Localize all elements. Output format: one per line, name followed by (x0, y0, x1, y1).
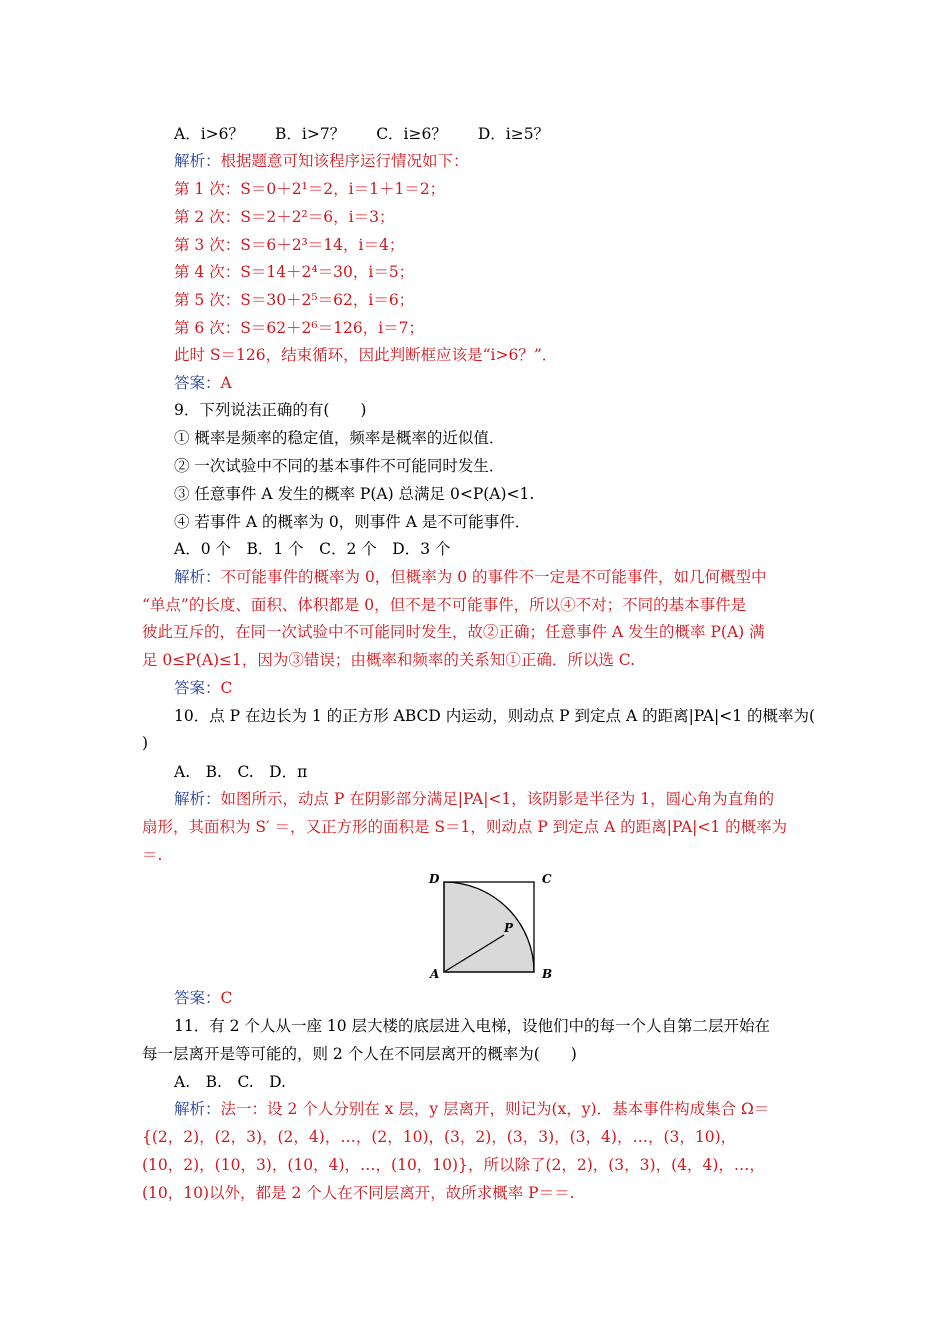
answer-label: 答案： (174, 374, 221, 392)
answer-label: 答案： (174, 989, 221, 1007)
label-D: D (429, 872, 440, 886)
q10-stem-line-2: ) (142, 734, 149, 752)
analysis-text: 如图所示，动点 P 在阴影部分满足|PA|<1，该阴影是半径为 1，圆心角为直角的 (220, 790, 775, 808)
q9-answer (174, 678, 232, 698)
q9-item-2: ② 一次试验中不同的基本事件不可能同时发生． (174, 457, 505, 475)
q9-analysis-line-1 (174, 567, 767, 587)
q11-stem-line-1: 11．有 2 个人从一座 10 层大楼的底层进入电梯，设他们中的每一个人自第二层开始在 (174, 1017, 771, 1035)
q9-analysis-line-2: “单点”的长度、面积、体积都是 0，但不是不可能事件，所以④不对；不同的基本事件是 (142, 596, 747, 614)
analysis-text: 法一：设 2 个人分别在 x 层，y 层离开，则记为(x，y)．基本事件构成集合 Ω＝ (220, 1100, 770, 1118)
label-C: C (542, 872, 552, 886)
q8-options: A．i>6？ B．i>7？ C．i≥6？ D．i≥5？ (174, 125, 550, 143)
q9-item-4: ④ 若事件 A 的概率为 0，则事件 A 是不可能事件． (174, 513, 531, 531)
q9-analysis-line-4: 足 0≤P(A)≤1，因为③错误；由概率和频率的关系知①正确．所以选 C. (142, 651, 636, 669)
analysis-intro: 根据题意可知该程序运行情况如下： (220, 152, 469, 170)
q11-analysis-line-3: (10，2)，(10，3)，(10，4)，…，(10，10)}，所以除了(2，2)，(3，3)，(4，4)，…， (142, 1156, 765, 1174)
q11-analysis-line-4: (10，10)以外，都是 2 个人在不同层离开，故所求概率 P＝＝. (142, 1184, 575, 1202)
q11-analysis-line-2: {(2，2)，(2，3)，(2，4)，…，(2，10)，(3，2)，(3，3)，(3，4)，…，(3，10)， (142, 1128, 737, 1146)
shaded-sector (444, 882, 534, 972)
q8-step-5: 第 5 次：S＝30＋2⁵＝62，i＝6； (174, 291, 415, 309)
q11-stem-line-2: 每一层离开是等可能的，则 2 个人在不同层离开的概率为( ) (142, 1045, 577, 1063)
q11-analysis-line-1 (174, 1099, 769, 1119)
q10-answer (174, 988, 232, 1008)
q10-analysis-line-1 (174, 789, 774, 809)
q8-analysis (174, 151, 469, 171)
analysis-label: 解析： (174, 568, 221, 586)
q10-options: A. B. C. D．π (174, 763, 308, 781)
q9-analysis-line-3: 彼此互斥的，在同一次试验中不可能同时发生，故②正确；任意事件 A 发生的概率 P(A) 满 (142, 623, 765, 641)
q8-step-6: 第 6 次：S＝62＋2⁶＝126，i＝7； (174, 319, 425, 337)
answer-value: A (220, 374, 232, 392)
label-A: A (430, 967, 440, 980)
q9-stem: 9．下列说法正确的有( ) (174, 401, 367, 419)
q8-conclusion: 此时 S＝126，结束循环，因此判断框应该是“i>6？”． (174, 346, 558, 364)
answer-value: C (220, 989, 233, 1007)
q8-answer (174, 373, 232, 393)
square-sector-figure (424, 870, 562, 980)
analysis-label: 解析： (174, 790, 221, 808)
answer-value: C (220, 679, 233, 697)
label-B: B (542, 967, 553, 980)
square-sector-diagram (424, 870, 562, 980)
q9-item-1: ① 概率是频率的稳定值，频率是概率的近似值． (174, 429, 505, 447)
analysis-label: 解析： (174, 152, 221, 170)
q10-stem-line-1: 10．点 P 在边长为 1 的正方形 ABCD 内运动，则动点 P 到定点 A 的距离|PA|<1 的概率为( (174, 707, 816, 725)
q8-step-3: 第 3 次：S＝6＋2³＝14，i＝4； (174, 236, 405, 254)
analysis-label: 解析： (174, 1100, 221, 1118)
q9-item-3: ③ 任意事件 A 发生的概率 P(A) 总满足 0<P(A)<1. (174, 485, 535, 503)
answer-label: 答案： (174, 679, 221, 697)
q10-analysis-line-3: ＝. (142, 846, 163, 864)
label-P: P (504, 921, 514, 935)
q8-step-2: 第 2 次：S＝2＋2²＝6，i＝3； (174, 208, 395, 226)
analysis-text: 不可能事件的概率为 0，但概率为 0 的事件不一定是不可能事件，如几何概型中 (220, 568, 767, 586)
q9-options: A．0 个 B．1 个 C．2 个 D．3 个 (174, 540, 451, 558)
q8-step-1: 第 1 次：S＝0＋2¹＝2，i＝1＋1＝2； (174, 180, 446, 198)
q8-step-4: 第 4 次：S＝14＋2⁴＝30，i＝5； (174, 263, 415, 281)
q11-options: A. B. C. D. (174, 1073, 286, 1091)
q10-analysis-line-2: 扇形，其面积为 S′ ＝，又正方形的面积是 S＝1，则动点 P 到定点 A 的距离|PA|<1 的概率为 (142, 818, 788, 836)
